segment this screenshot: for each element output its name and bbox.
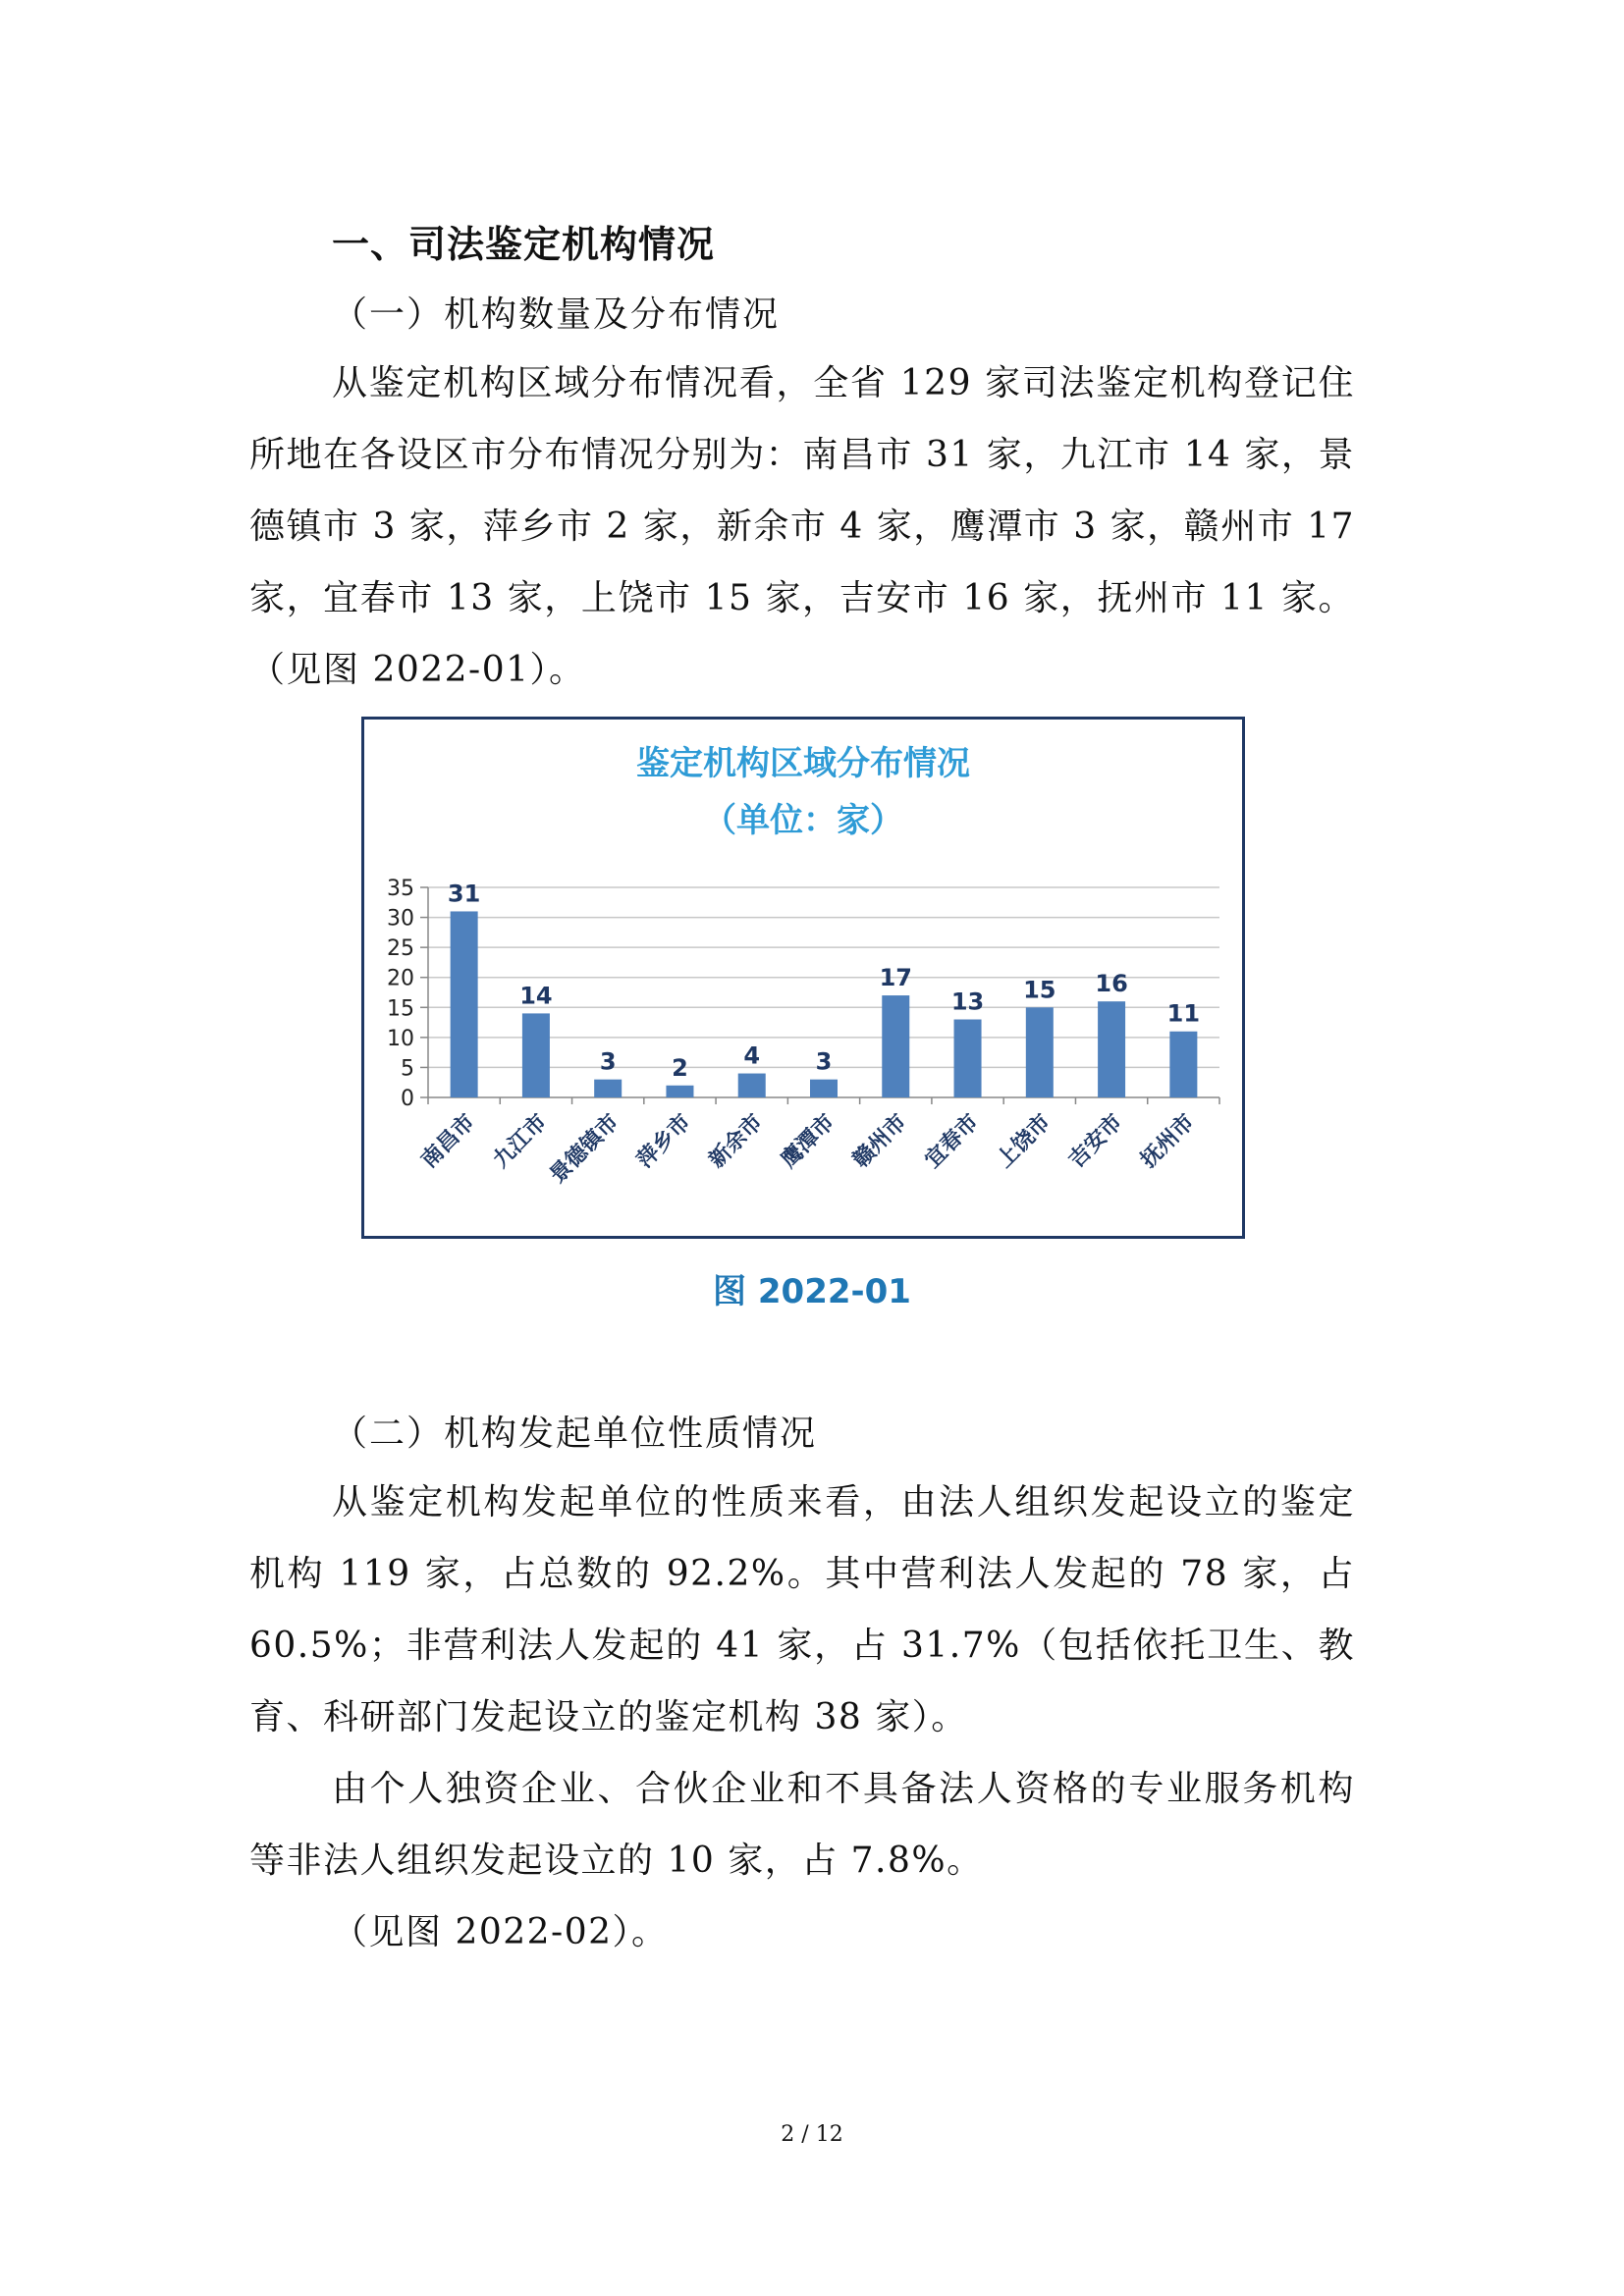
bar-宜春市: [954, 1020, 982, 1097]
y-tick-label: 15: [387, 996, 414, 1022]
x-tick-label-新余市: 新余市: [704, 1109, 768, 1173]
bar-鹰潭市: [810, 1080, 838, 1097]
bar-萍乡市: [666, 1086, 693, 1097]
x-tick-label-上饶市: 上饶市: [992, 1109, 1056, 1173]
bar-上饶市: [1026, 1007, 1054, 1097]
x-tick-label-南昌市: 南昌市: [416, 1109, 480, 1173]
bar-抚州市: [1169, 1032, 1197, 1097]
data-label-鹰潭市: 3: [815, 1047, 833, 1076]
x-tick-label-鹰潭市: 鹰潭市: [776, 1109, 840, 1173]
figure-caption: 图 2022-01: [713, 1272, 911, 1311]
x-tick-label-吉安市: 吉安市: [1063, 1109, 1128, 1173]
data-label-吉安市: 16: [1095, 970, 1128, 998]
bar-景德镇市: [594, 1080, 622, 1097]
paragraph-see-figure: （见图 2022-02）。: [332, 1912, 669, 1952]
x-tick-label-景德镇市: 景德镇市: [545, 1109, 624, 1189]
chart-subtitle: （单位：家）: [703, 801, 903, 840]
chart-x-axis: [416, 1097, 1219, 1188]
page-number: 2 / 12: [781, 2122, 843, 2147]
paragraph-distribution: 从鉴定机构区域分布情况看，全省 129 家司法鉴定机构登记住所地在各设区市分布情况分别为：南昌市 31 家，九江市 14 家，景德镇市 3 家，萍乡市 2 家，新余市 4 家，鹰潭市 3 家，赣州市 17 家，宜春市 13 家，上饶市 15 家，吉安市 16 家，抚州市 11 家。（见图 2022-01）。: [249, 363, 1355, 690]
bar-九江市: [522, 1013, 550, 1097]
paragraph-sponsor-nature: 从鉴定机构发起单位的性质来看，由法人组织发起设立的鉴定机构 119 家，占总数的 92.2%。其中营利法人发起的 78 家，占 60.5%；非营利法人发起的 41 家，占 31.7%（包括依托卫生、教育、科研部门发起设立的鉴定机构 38 家）。: [249, 1482, 1355, 1737]
chart-y-axis: [387, 877, 428, 1111]
subsection-1-title: （一）机构数量及分布情况: [332, 294, 781, 335]
region-distribution-chart: [364, 720, 1242, 1236]
x-tick-label-九江市: 九江市: [488, 1109, 553, 1173]
data-label-九江市: 14: [519, 982, 553, 1010]
bar-新余市: [738, 1074, 766, 1097]
y-tick-label: 5: [401, 1056, 414, 1082]
bar-赣州市: [882, 995, 909, 1097]
data-label-新余市: 4: [743, 1041, 761, 1070]
section-title: 一、司法鉴定机构情况: [332, 223, 716, 266]
data-label-抚州市: 11: [1166, 999, 1201, 1028]
y-tick-label: 0: [401, 1087, 414, 1111]
y-tick-label: 35: [387, 877, 414, 901]
y-tick-label: 30: [387, 906, 414, 932]
data-label-景德镇市: 3: [599, 1047, 617, 1076]
data-label-赣州市: 17: [879, 964, 912, 992]
y-tick-label: 20: [387, 966, 414, 991]
data-label-南昌市: 31: [447, 880, 481, 908]
y-tick-label: 10: [387, 1026, 414, 1051]
x-tick-label-抚州市: 抚州市: [1136, 1109, 1200, 1173]
bar-吉安市: [1098, 1001, 1125, 1097]
data-label-上饶市: 15: [1023, 976, 1056, 1004]
data-label-宜春市: 13: [950, 988, 985, 1016]
subsection-2-title: （二）机构发起单位性质情况: [332, 1414, 818, 1454]
chart-title: 鉴定机构区域分布情况: [636, 744, 970, 783]
x-tick-label-赣州市: 赣州市: [848, 1109, 912, 1173]
chart-data-labels: [448, 880, 1200, 1081]
paragraph-non-legal-person: 由个人独资企业、合伙企业和不具备法人资格的专业服务机构等非法人组织发起设立的 10 家，占 7.8%。: [249, 1769, 1355, 1881]
bar-南昌市: [451, 911, 478, 1097]
x-tick-label-萍乡市: 萍乡市: [632, 1109, 696, 1173]
figure-frame: [361, 717, 1245, 1239]
data-label-萍乡市: 2: [672, 1053, 688, 1082]
x-tick-label-宜春市: 宜春市: [920, 1109, 984, 1173]
y-tick-label: 25: [387, 936, 414, 962]
